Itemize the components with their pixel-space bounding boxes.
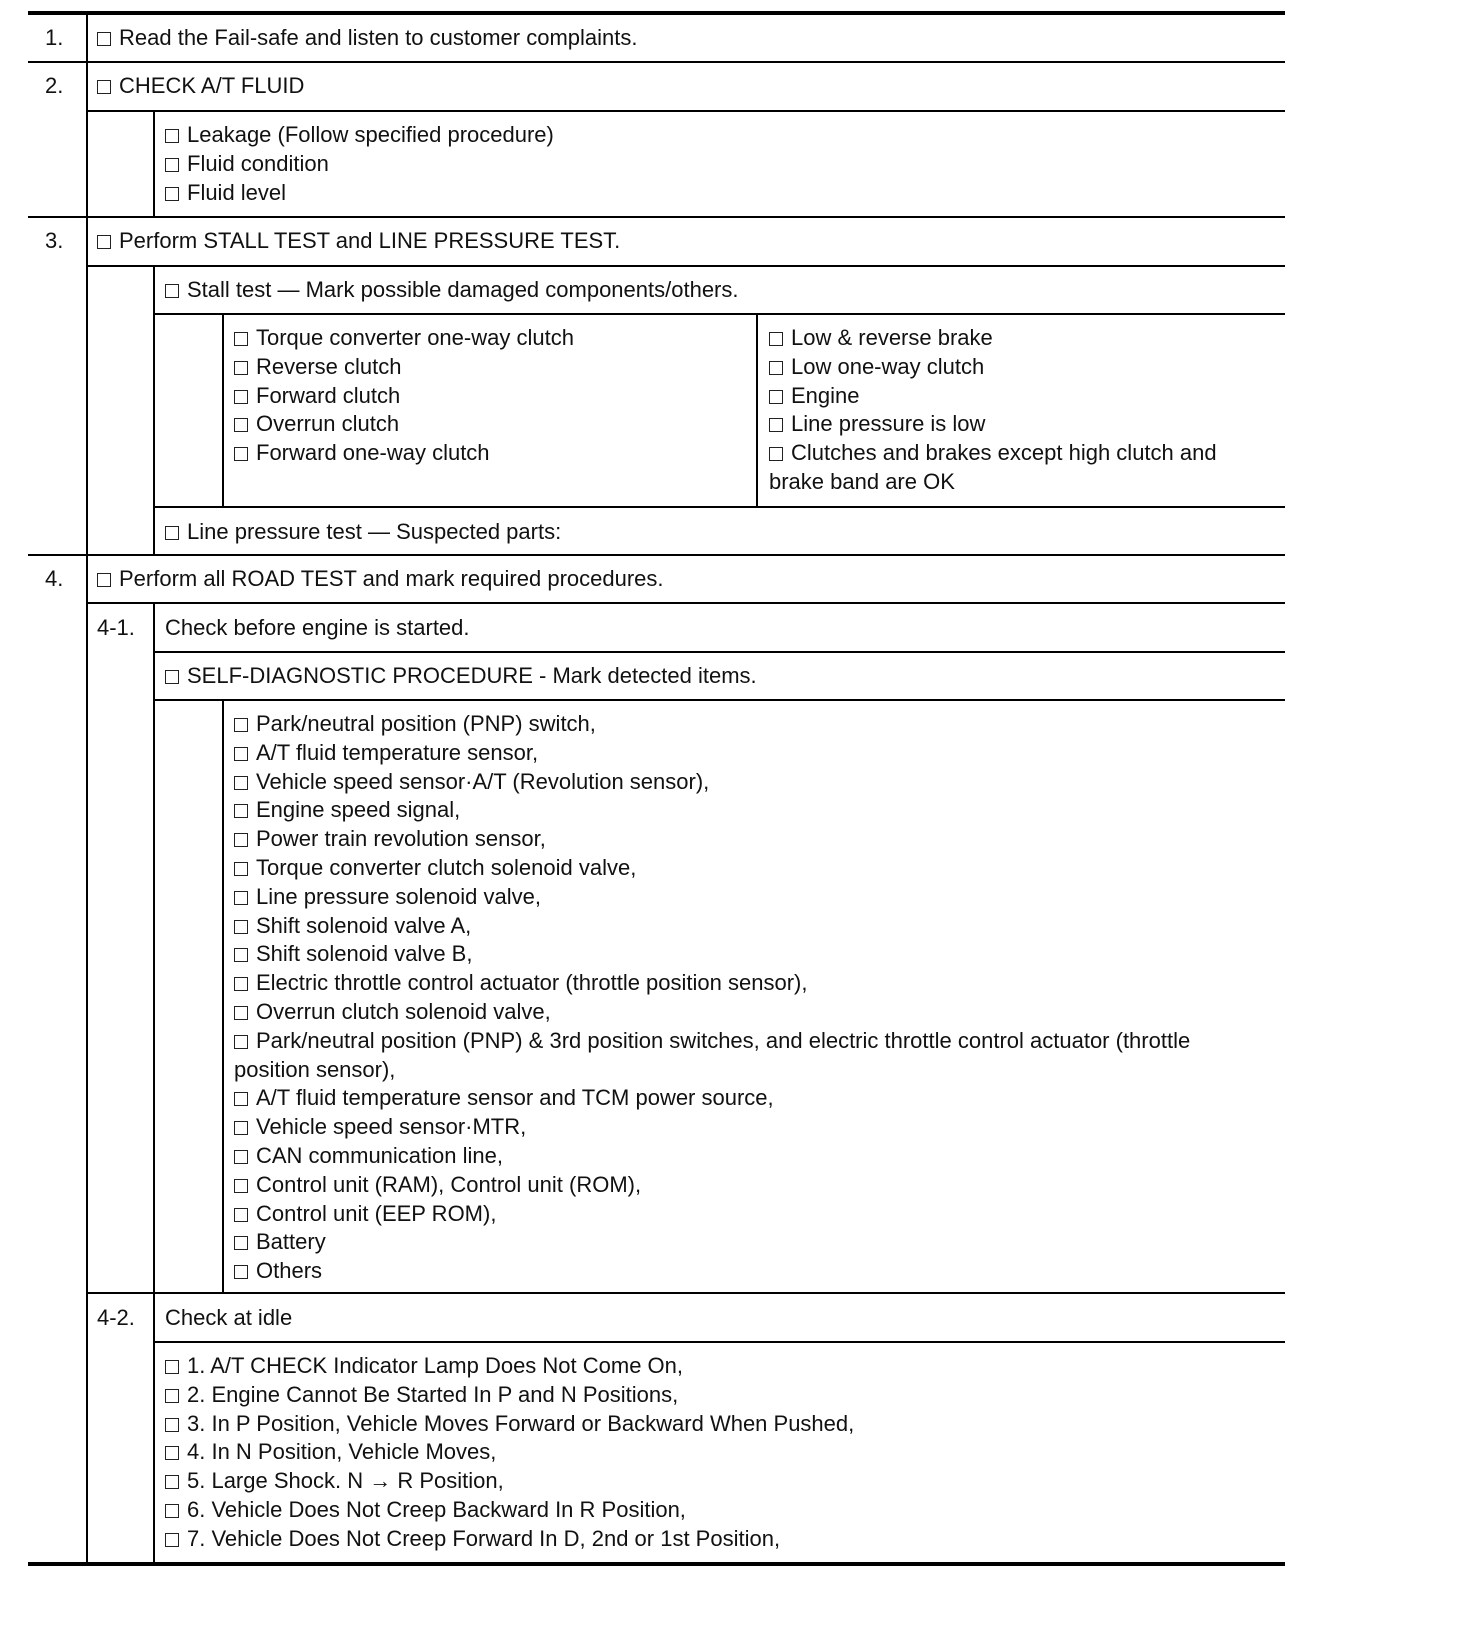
checkbox-icon[interactable] (165, 670, 179, 684)
list-item[interactable]: Line pressure is low (769, 410, 1217, 439)
list-item[interactable]: A/T fluid temperature sensor and TCM power source, (234, 1084, 1190, 1113)
rule-row2-bottom (28, 216, 1285, 218)
checkbox-icon[interactable] (234, 1236, 248, 1250)
subsection-41-title: Check before engine is started. (165, 615, 470, 640)
list-item[interactable]: Forward one-way clutch (234, 439, 574, 468)
rule-row1-bottom (28, 61, 1285, 63)
rule-bottom (28, 1562, 1285, 1566)
row2-label: CHECK A/T FLUID (119, 73, 305, 98)
checkbox-icon[interactable] (234, 891, 248, 905)
list-item[interactable]: Control unit (EEP ROM), (234, 1200, 1190, 1229)
list-item[interactable]: CAN communication line, (234, 1142, 1190, 1171)
checkbox-icon[interactable] (165, 526, 179, 540)
list-item[interactable]: Control unit (RAM), Control unit (ROM), (234, 1171, 1190, 1200)
line-pressure-item[interactable] (165, 518, 561, 547)
row1-label: Read the Fail-safe and listen to customer complaints. (119, 25, 638, 50)
checkbox-icon[interactable] (234, 1265, 248, 1279)
list-item[interactable]: Vehicle speed sensor·A/T (Revolution sensor), (234, 768, 1190, 797)
subsection-42-number: 4-2. (97, 1305, 135, 1330)
checkbox-icon[interactable] (234, 776, 248, 790)
list-item[interactable]: Line pressure solenoid valve, (234, 883, 1190, 912)
vrule-stall-indent (222, 314, 224, 507)
stall-left-list (234, 324, 574, 468)
checkbox-icon[interactable] (97, 32, 111, 46)
checkbox-icon[interactable] (234, 447, 248, 461)
list-item[interactable]: Shift solenoid valve A, (234, 912, 1190, 941)
checkbox-icon[interactable] (234, 1006, 248, 1020)
checkbox-icon[interactable] (234, 1208, 248, 1222)
checkbox-icon[interactable] (234, 718, 248, 732)
stall-right-list (769, 324, 1217, 497)
checkbox-icon[interactable] (165, 1504, 179, 1518)
list-item-continuation: position sensor), (234, 1056, 396, 1082)
list-item[interactable]: Low & reverse brake (769, 324, 1217, 353)
checkbox-icon[interactable] (234, 920, 248, 934)
checkbox-icon[interactable] (165, 158, 179, 172)
row4-label: Perform all ROAD TEST and mark required procedures. (119, 566, 664, 591)
self-diag-list (234, 710, 1190, 1286)
checkbox-icon[interactable] (234, 1150, 248, 1164)
checkbox-icon[interactable] (97, 80, 111, 94)
self-diag-label: SELF-DIAGNOSTIC PROCEDURE - Mark detected items. (187, 663, 757, 688)
subsection-41-number: 4-1. (97, 615, 135, 640)
vrule-row4-subnumber (153, 603, 155, 1564)
list-item[interactable]: Vehicle speed sensor·MTR, (234, 1113, 1190, 1142)
list-item[interactable]: Reverse clutch (234, 353, 574, 382)
checkbox-icon[interactable] (97, 573, 111, 587)
checkbox-icon[interactable] (165, 1360, 179, 1374)
checkbox-icon[interactable] (234, 1179, 248, 1193)
checkbox-icon[interactable] (234, 862, 248, 876)
checkbox-icon[interactable] (234, 1035, 248, 1049)
checkbox-icon[interactable] (234, 747, 248, 761)
self-diag-item[interactable] (165, 662, 757, 691)
list-item[interactable]: Battery (234, 1228, 1190, 1257)
vrule-row2-indent (153, 111, 155, 217)
checkbox-icon[interactable] (165, 1446, 179, 1460)
rule-top (28, 11, 1285, 15)
checkbox-icon[interactable] (769, 361, 783, 375)
row1-item[interactable] (97, 24, 637, 53)
list-item[interactable]: Engine (769, 382, 1217, 411)
checkbox-icon[interactable] (234, 1092, 248, 1106)
row1-number: 1. (45, 25, 64, 50)
checkbox-icon[interactable] (769, 332, 783, 346)
checkbox-icon[interactable] (769, 447, 783, 461)
list-item[interactable]: 3. In P Position, Vehicle Moves Forward or Backward When Pushed, (165, 1410, 854, 1439)
list-item[interactable]: 1. A/T CHECK Indicator Lamp Does Not Come On, (165, 1352, 854, 1381)
list-item[interactable]: Engine speed signal, (234, 796, 1190, 825)
checkbox-icon[interactable] (165, 187, 179, 201)
rule-row3-bottom (28, 554, 1285, 556)
list-item[interactable]: Low one-way clutch (769, 353, 1217, 382)
row3-number: 3. (45, 228, 64, 253)
vrule-stall-columns (756, 314, 758, 507)
checkbox-icon[interactable] (165, 1533, 179, 1547)
list-item[interactable]: Park/neutral position (PNP) switch, (234, 710, 1190, 739)
row2-number: 2. (45, 73, 64, 98)
fluid-checklist (165, 121, 554, 207)
checkbox-icon[interactable] (97, 235, 111, 249)
list-item[interactable]: Torque converter one-way clutch (234, 324, 574, 353)
list-item[interactable]: 6. Vehicle Does Not Creep Backward In R Position, (165, 1496, 854, 1525)
list-item[interactable]: Park/neutral position (PNP) & 3rd position switches, and electric throttle control actuator (throttle (234, 1027, 1190, 1056)
rule-41-bottom (88, 1292, 1285, 1294)
row3-label: Perform STALL TEST and LINE PRESSURE TEST. (119, 228, 621, 253)
idle-check-list (165, 1352, 854, 1554)
list-item[interactable]: Fluid condition (165, 150, 554, 179)
row4-number: 4. (45, 566, 64, 591)
checkbox-icon[interactable] (165, 129, 179, 143)
list-item[interactable]: Others (234, 1257, 1190, 1286)
checkbox-icon[interactable] (234, 361, 248, 375)
list-item[interactable]: Shift solenoid valve B, (234, 940, 1190, 969)
list-item[interactable]: A/T fluid temperature sensor, (234, 739, 1190, 768)
stall-test-item[interactable] (165, 276, 739, 305)
list-item[interactable]: Overrun clutch (234, 410, 574, 439)
row4-item[interactable] (97, 565, 664, 594)
vrule-selfdiag-indent (222, 700, 224, 1293)
checkbox-icon[interactable] (234, 418, 248, 432)
subsection-42-title: Check at idle (165, 1305, 293, 1330)
list-item[interactable]: Leakage (Follow specified procedure) (165, 121, 554, 150)
list-item[interactable]: Electric throttle control actuator (throttle position sensor), (234, 969, 1190, 998)
row3-item[interactable] (97, 227, 620, 256)
rule-stall-list-bottom (155, 506, 1285, 508)
checkbox-icon[interactable] (234, 977, 248, 991)
rule-selfdiag-header-bottom (155, 699, 1285, 701)
list-item[interactable]: 7. Vehicle Does Not Creep Forward In D, 2nd or 1st Position, (165, 1525, 854, 1554)
rule-41-header-bottom (155, 651, 1285, 653)
list-item[interactable]: 4. In N Position, Vehicle Moves, (165, 1438, 854, 1467)
checkbox-icon[interactable] (165, 1475, 179, 1489)
checkbox-icon[interactable] (769, 390, 783, 404)
vrule-number-column (86, 13, 88, 1564)
vrule-row3-indent (153, 266, 155, 555)
checkbox-icon[interactable] (769, 418, 783, 432)
list-item[interactable]: Power train revolution sensor, (234, 825, 1190, 854)
rule-row2-header-bottom (88, 110, 1285, 112)
rule-42-header-bottom (155, 1341, 1285, 1343)
list-item[interactable]: Overrun clutch solenoid valve, (234, 998, 1190, 1027)
rule-row4-header-bottom (88, 602, 1285, 604)
row2-item[interactable] (97, 72, 304, 101)
checkbox-icon[interactable] (234, 804, 248, 818)
list-item[interactable]: Fluid level (165, 179, 554, 208)
list-item[interactable]: Torque converter clutch solenoid valve, (234, 854, 1190, 883)
list-item[interactable]: Forward clutch (234, 382, 574, 411)
checkbox-icon[interactable] (234, 948, 248, 962)
list-item-continuation: brake band are OK (769, 468, 955, 494)
checkbox-icon[interactable] (234, 332, 248, 346)
rule-stall-header-bottom (155, 313, 1285, 315)
checkbox-icon[interactable] (234, 833, 248, 847)
list-item[interactable]: 2. Engine Cannot Be Started In P and N Positions, (165, 1381, 854, 1410)
checkbox-icon[interactable] (165, 1418, 179, 1432)
checkbox-icon[interactable] (165, 284, 179, 298)
list-item[interactable]: 5. Large Shock. N → R Position, (165, 1467, 854, 1496)
line-pressure-label: Line pressure test — Suspected parts: (187, 519, 562, 544)
list-item[interactable]: Clutches and brakes except high clutch and (769, 439, 1217, 468)
rule-row3-header-bottom (88, 265, 1285, 267)
stall-test-label: Stall test — Mark possible damaged components/others. (187, 277, 739, 302)
checkbox-icon[interactable] (234, 390, 248, 404)
checkbox-icon[interactable] (165, 1389, 179, 1403)
checkbox-icon[interactable] (234, 1121, 248, 1135)
